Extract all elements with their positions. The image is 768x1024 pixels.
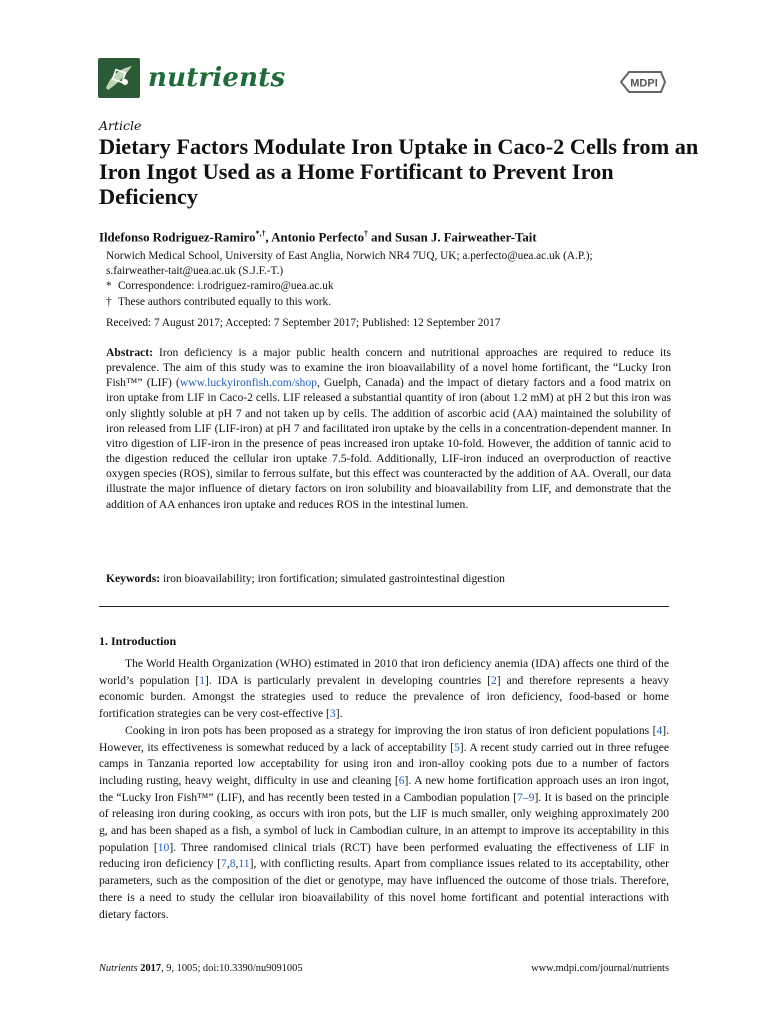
text-run: ]. bbox=[335, 707, 343, 721]
text-run: ]. A new home fortification approach uses an iron ingot, the “Lucky Iron Fish™” (LIF), and has recently been tested in a Cambodian population [ bbox=[99, 773, 669, 804]
text-run: The World Health Organization (WHO) estimated in 2010 that iron deficiency anemia (IDA) affects one third of the world’s population [ bbox=[99, 657, 669, 687]
abstract-label: Abstract: bbox=[106, 346, 154, 359]
author-separator: and bbox=[367, 230, 396, 245]
text-run: , bbox=[226, 857, 230, 871]
equal-contribution-mark: † bbox=[106, 295, 112, 308]
correspondence-line bbox=[106, 279, 666, 294]
text-run: ], with conflicting results. Apart from compliance issues related to its acceptability, other parameters, such as the composition of the diet or genotype, may have influenced the outcome of those trials. Therefore, there is a need to study the cellular iron bioavailability of this novel home fortificant and potential interactions with dietary factors. bbox=[99, 857, 669, 921]
text-run: ] and therefore represents a heavy economic burden. Amongst the strategies used to reduce the prevalence of iron deficiency, food-based or home fortification strategies can be very cost-effective [ bbox=[99, 673, 669, 721]
article-title: Dietary Factors Modulate Iron Uptake in Caco-2 Cells from an Iron Ingot Used as a Home Fortificant to Prevent Iron Deficiency bbox=[99, 134, 699, 209]
publication-dates: Received: 7 August 2017; Accepted: 7 September 2017; Published: 12 September 2017 bbox=[106, 317, 501, 329]
author-name: Ildefonso Rodriguez-Ramiro bbox=[99, 230, 256, 245]
journal-logo bbox=[98, 58, 285, 98]
citation-link[interactable]: 7 bbox=[221, 857, 227, 871]
citation-link[interactable]: 7–9 bbox=[517, 790, 535, 804]
keywords bbox=[106, 572, 505, 585]
mdpi-logo bbox=[617, 68, 669, 100]
correspondence-text: Correspondence: i.rodriguez-ramiro@uea.ac.uk bbox=[118, 280, 334, 293]
text-run: ]. IDA is particularly prevalent in developing countries [ bbox=[205, 673, 491, 687]
equal-contribution-text: These authors contributed equally to this work. bbox=[118, 295, 332, 308]
publisher-name: MDPI bbox=[630, 77, 658, 90]
equal-contribution-line bbox=[106, 295, 666, 310]
footer-journal: Nutrients bbox=[99, 963, 138, 974]
citation-link[interactable]: 11 bbox=[238, 857, 250, 871]
abstract bbox=[106, 345, 671, 512]
text-run: Cooking in iron pots has been proposed as a strategy for improving the iron status of iron deficient populations [ bbox=[125, 723, 657, 737]
keywords-text: iron bioavailability; iron fortification; simulated gastrointestinal digestion bbox=[160, 572, 505, 585]
abstract-link[interactable]: www.luckyironfish.com/shop bbox=[179, 376, 317, 390]
citation-link[interactable]: 5 bbox=[453, 740, 460, 754]
footer-doi: , 9, 1005; doi:10.3390/nu9091005 bbox=[161, 963, 303, 974]
citation-link[interactable]: 10 bbox=[157, 840, 170, 854]
affiliation-line: Norwich Medical School, University of East Anglia, Norwich NR4 7UQ, UK; a.perfecto@uea.ac.uk (A.P.); bbox=[106, 250, 593, 262]
footer-url[interactable]: www.mdpi.com/journal/nutrients bbox=[531, 963, 669, 974]
citation-link[interactable]: 2 bbox=[490, 673, 497, 687]
citation-link[interactable]: 4 bbox=[656, 723, 663, 737]
correspondence-mark: * bbox=[106, 280, 112, 293]
author-marks: *,† bbox=[255, 229, 266, 238]
section-heading: 1. Introduction bbox=[99, 634, 177, 648]
abstract-text: , Guelph, Canada) and the impact of dietary factors and a food matrix on iron uptake from LIF in Caco-2 cells. LIF released a substantial quantity of iron (about 1.2 mM) at pH 2 but this iron was only slightly soluble at pH 7 and not taken up by cells. The addition of ascorbic acid (AA) maintained the solubility of iron released from LIF (LIF-iron) at pH 7 and facilitated iron uptake by the cells in a concentration-dependent manner. In vitro digestion of LIF-iron in the presence of peas increased iron uptake 10-fold. However, the addition of tannic acid to the digestion reduced the cellular iron uptake 7.5-fold. Additionally, LIF-iron induced an overproduction of reactive oxygen species (ROS), similar to ferrous sulfate, but this effect was counteracted by the addition of AA. Overall, our data illustrate the major influence of dietary factors on iron solubility and bioavailability from LIF, and demonstrate that the addition of AA enhances iron uptake and reduces ROS in the intestinal lumen. bbox=[106, 376, 671, 511]
citation-link[interactable]: 1 bbox=[199, 673, 206, 687]
footer-year: 2017 bbox=[137, 963, 162, 974]
author-separator: , bbox=[265, 230, 272, 245]
citation-link[interactable]: 8 bbox=[229, 857, 236, 871]
text-run: ]. A recent study carried out in three refugee camps in Tanzania reported low acceptability for using iron and iron-alloy cooking pots due to a number of factors including rusting, heavy weight, difficulty in use and cleaning [ bbox=[99, 740, 669, 787]
keywords-label: Keywords: bbox=[106, 572, 161, 585]
affiliations bbox=[106, 249, 666, 310]
abstract-text: Iron deficiency is a major public health concern and nutritional approaches are required to reduce its prevalence. The aim of this study was to examine the iron bioavailability of a novel home fortificant, the “Lucky Iron Fish™” (LIF) ( bbox=[106, 346, 671, 390]
text-run: , bbox=[235, 857, 239, 871]
author-marks: † bbox=[363, 229, 368, 238]
section-divider bbox=[99, 606, 669, 607]
text-run: ]. However, its effectiveness is somewhat reduced by a lack of acceptability [ bbox=[99, 723, 669, 754]
footer-citation bbox=[99, 963, 303, 974]
author-name: Susan J. Fairweather-Tait bbox=[395, 230, 537, 245]
journal-emblem-icon bbox=[98, 58, 140, 98]
article-type: Article bbox=[99, 118, 142, 133]
paragraph bbox=[99, 656, 669, 723]
journal-name: nutrients bbox=[148, 63, 286, 93]
author-name: Antonio Perfecto bbox=[271, 230, 364, 245]
text-run: ]. Three randomised clinical trials (RCT) have been performed evaluating the effectiveness of LIF in reducing iron deficiency [ bbox=[99, 840, 669, 871]
paragraph bbox=[99, 723, 669, 923]
introduction-body bbox=[99, 656, 669, 923]
citation-link[interactable]: 3 bbox=[329, 707, 336, 721]
author-list bbox=[99, 229, 537, 245]
affiliation-line: s.fairweather-tait@uea.ac.uk (S.J.F.-T.) bbox=[106, 265, 284, 278]
text-run: ]. It is based on the principle of releasing iron during cooking, as occurs with iron pots, but the LIF is much smaller, only weighing approximately 200 g, and has been shaped as a fish, a symbol of luck in Cambodian culture, in an attempt to improve its acceptability in this population [ bbox=[99, 790, 669, 854]
citation-link[interactable]: 6 bbox=[398, 773, 405, 787]
